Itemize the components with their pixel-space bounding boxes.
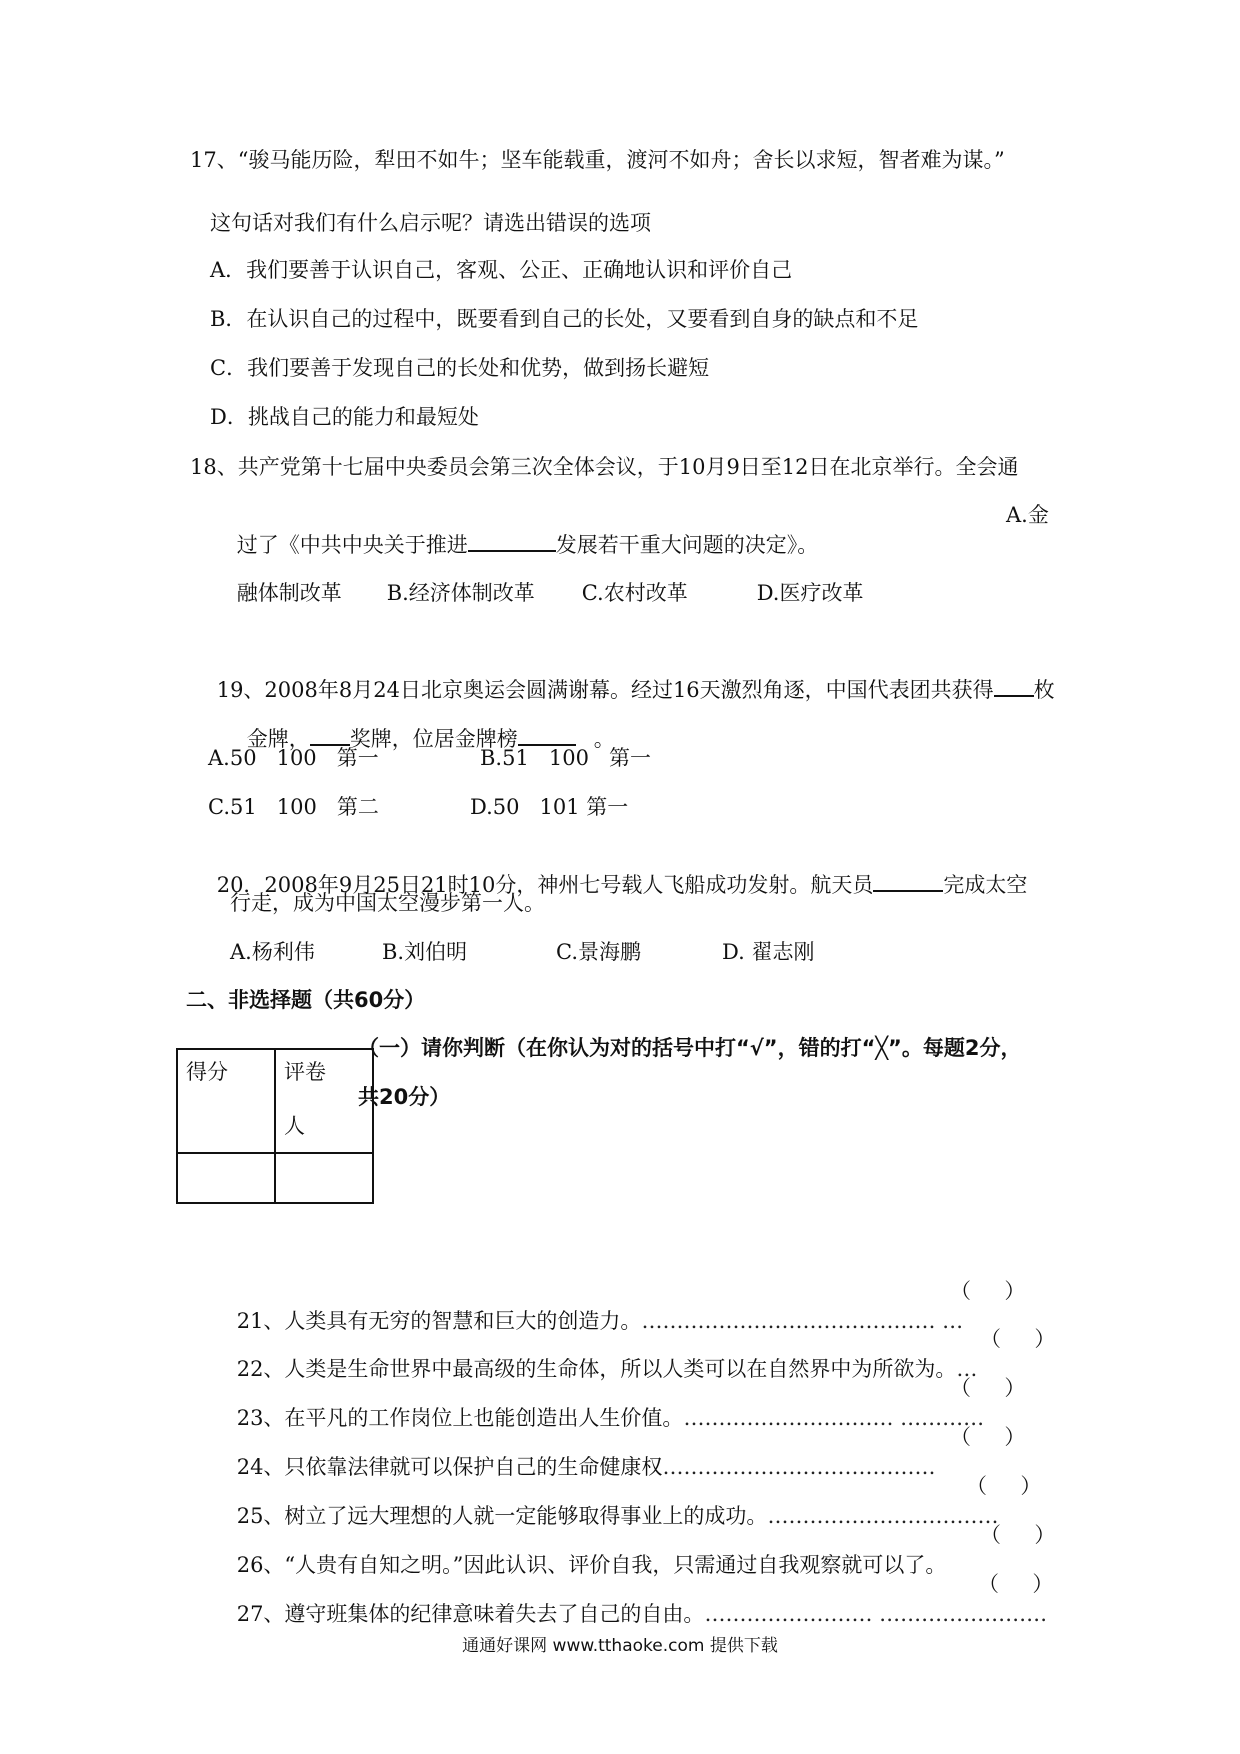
q19-stem-before: 19、2008年8月24日北京奥运会圆满谢幕。经过16天激烈角逐，中国代表团共获得 (216, 678, 994, 702)
judgment-21-answer-parens[interactable]: （ ） (950, 1279, 1026, 1303)
q19-option-c: C.51 100 第二 (208, 795, 379, 819)
q17-option-b: B．在认识自己的过程中，既要看到自己的长处，又要看到自身的缺点和不足 (210, 307, 919, 331)
q19-line2-b: 奖牌，位居金牌榜 (349, 727, 518, 751)
q18-stem-after: 发展若干重大问题的决定》。 (555, 533, 819, 557)
part1-instructions-line2: 共20分） (358, 1085, 451, 1109)
q19-option-d: D.50 101 第一 (470, 795, 629, 819)
q18-option-d: D.医疗改革 (756, 581, 864, 605)
judgment-22-answer-parens[interactable]: （ ） (980, 1327, 1056, 1351)
q18-option-b: B.经济体制改革 (386, 581, 535, 605)
q18-stem-before: 过了《中共中央关于推进 (236, 533, 468, 557)
q20-option-c: C.景海鹏 (556, 940, 641, 964)
q18-option-a-part1: A.金 (1006, 503, 1049, 527)
q17-option-a: A．我们要善于认识自己，客观、公正、正确地认识和评价自己 (210, 258, 793, 282)
judgment-item-23: 23、在平凡的工作岗位上也能创造出人生价值。………………………… ………… (236, 1406, 985, 1430)
q20-stem-after: 完成太空 (943, 873, 1028, 897)
judgment-24-answer-parens[interactable]: （ ） (950, 1425, 1026, 1449)
q20-option-b: B.刘伯明 (382, 940, 468, 964)
judgment-26-answer-parens[interactable]: （ ） (980, 1523, 1056, 1547)
q19-line2-a: 金牌， (246, 727, 310, 751)
q17-stem-line2: 这句话对我们有什么启示呢？请选出错误的选项 (210, 211, 651, 235)
q20-option-a: A.杨利伟 (230, 940, 315, 964)
judgment-23-answer-parens[interactable]: （ ） (950, 1376, 1026, 1400)
judgment-item-21: 21、人类具有无穷的智慧和巨大的创造力。…………………………………… … (236, 1309, 964, 1333)
score-cell[interactable] (177, 1153, 275, 1203)
judgment-item-22: 22、人类是生命世界中最高级的生命体，所以人类可以在自然界中为所欲为。… (236, 1357, 978, 1381)
part1-instructions-line1: （一）请你判断（在你认为对的括号中打“√”，错的打“╳”。每题2分， (358, 1036, 1022, 1060)
judgment-25-answer-parens[interactable]: （ ） (966, 1474, 1042, 1498)
q17-stem-line1: 17、“骏马能历险，犁田不如牛；坚车能载重，渡河不如舟；舍长以求短，智者难为谋。” (190, 148, 1005, 172)
q17-option-d: D．挑战自己的能力和最短处 (210, 405, 479, 429)
q19-gold-blank (994, 675, 1034, 697)
score-label: 得分 (177, 1049, 275, 1153)
section2-title: 二、非选择题（共60分） (186, 988, 426, 1012)
q19-line2-end: 。 (593, 727, 615, 751)
judgment-item-25: 25、树立了远大理想的人就一定能够取得事业上的成功。…………………………… (236, 1504, 999, 1528)
q19-stem-after: 枚 (1033, 678, 1055, 702)
q17-option-c: C．我们要善于发现自己的长处和优势，做到扬长避短 (210, 356, 710, 380)
q18-options-line (210, 548, 863, 638)
grader-cell[interactable] (275, 1153, 373, 1203)
q20-option-d: D. 翟志刚 (722, 940, 815, 964)
footer-download-credit: 通通好课网 www.tthaoke.com 提供下载 (462, 1636, 778, 1656)
q19-option-b: B.51 100 第一 (480, 746, 651, 770)
score-table (176, 1048, 374, 1204)
q18-option-a-part2: 融体制改革 (236, 581, 342, 605)
judgment-item-27: 27、遵守班集体的纪律意味着失去了自己的自由。…………………… …………………… (236, 1602, 1048, 1626)
q19-option-a: A.50 100 第一 (208, 746, 379, 770)
q20-stem-before: 20．2008年9月25日21时10分，神州七号载人飞船成功发射。航天员 (216, 873, 874, 897)
judgment-item-24: 24、只依靠法律就可以保护自己的生命健康权………………………………… (236, 1455, 936, 1479)
judgment-item-26: 26、“人贵有自知之明。”因此认识、评价自我，只需通过自我观察就可以了。 (236, 1553, 947, 1577)
judgment-27-answer-parens[interactable]: （ ） (978, 1572, 1054, 1596)
grader-label: 评卷 人 (275, 1049, 373, 1153)
q18-option-c: C.农村改革 (581, 581, 688, 605)
q20-stem-line2: 行走，成为中国太空漫步第一人。 (230, 891, 545, 915)
q18-stem-line1: 18、共产党第十七届中央委员会第三次全体会议，于10月9日至12日在北京举行。全会通 (190, 455, 1019, 479)
q20-astronaut-blank (873, 870, 943, 892)
